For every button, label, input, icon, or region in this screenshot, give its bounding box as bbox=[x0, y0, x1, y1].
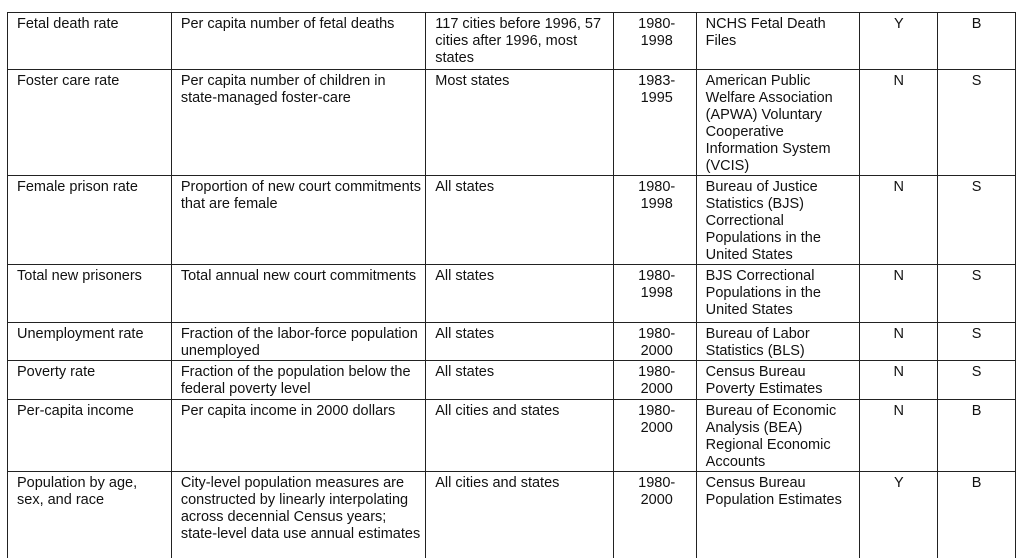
years-cell: 1980- 2000 bbox=[613, 323, 696, 361]
definition-cell: Per capita income in 2000 dollars bbox=[171, 400, 425, 472]
level-cell: S bbox=[938, 176, 1016, 265]
coverage-cell: All cities and states bbox=[426, 400, 614, 472]
flag-cell: N bbox=[860, 70, 938, 176]
flag-cell: N bbox=[860, 361, 938, 400]
coverage-cell: All states bbox=[426, 176, 614, 265]
table-row bbox=[8, 13, 1016, 70]
coverage-cell: All states bbox=[426, 265, 614, 323]
source-cell: Bureau of Labor Statistics (BLS) bbox=[696, 323, 860, 361]
measure-cell: Unemployment rate bbox=[8, 323, 172, 361]
level-cell: S bbox=[938, 323, 1016, 361]
level-cell: B bbox=[938, 400, 1016, 472]
flag-cell: Y bbox=[860, 472, 938, 558]
years-cell: 1980- 2000 bbox=[613, 472, 696, 558]
years-cell: 1980- 1998 bbox=[613, 265, 696, 323]
years-cell: 1980- 1998 bbox=[613, 13, 696, 70]
source-cell: American Public Welfare Association (APWA) Voluntary Cooperative Information System (VCIS) bbox=[696, 70, 860, 176]
table-row bbox=[8, 472, 1016, 558]
source-cell: Census Bureau Poverty Estimates bbox=[696, 361, 860, 400]
table-row bbox=[8, 70, 1016, 176]
table-row bbox=[8, 361, 1016, 400]
years-cell: 1983- 1995 bbox=[613, 70, 696, 176]
level-cell: S bbox=[938, 70, 1016, 176]
coverage-cell: 117 cities before 1996, 57 cities after 1996, most states bbox=[426, 13, 614, 70]
level-cell: B bbox=[938, 472, 1016, 558]
definition-cell: Total annual new court commitments bbox=[171, 265, 425, 323]
table-row bbox=[8, 176, 1016, 265]
level-cell: S bbox=[938, 361, 1016, 400]
flag-cell: Y bbox=[860, 13, 938, 70]
table-row bbox=[8, 323, 1016, 361]
source-cell: Census Bureau Population Estimates bbox=[696, 472, 860, 558]
table-row bbox=[8, 265, 1016, 323]
measure-cell: Population by age, sex, and race bbox=[8, 472, 172, 558]
measure-cell: Foster care rate bbox=[8, 70, 172, 176]
flag-cell: N bbox=[860, 265, 938, 323]
flag-cell: N bbox=[860, 400, 938, 472]
level-cell: B bbox=[938, 13, 1016, 70]
measure-cell: Total new prisoners bbox=[8, 265, 172, 323]
source-cell: Bureau of Justice Statistics (BJS) Correctional Populations in the United States bbox=[696, 176, 860, 265]
definition-cell: Per capita number of children in state-managed foster-care bbox=[171, 70, 425, 176]
source-cell: Bureau of Economic Analysis (BEA) Regional Economic Accounts bbox=[696, 400, 860, 472]
measure-cell: Poverty rate bbox=[8, 361, 172, 400]
flag-cell: N bbox=[860, 176, 938, 265]
table-body bbox=[8, 13, 1016, 558]
coverage-cell: All states bbox=[426, 361, 614, 400]
definition-cell: City-level population measures are constructed by linearly interpolating across decennial Census years; state-level data use annual estimates bbox=[171, 472, 425, 558]
definition-cell: Per capita number of fetal deaths bbox=[171, 13, 425, 70]
definition-cell: Proportion of new court commitments that are female bbox=[171, 176, 425, 265]
years-cell: 1980- 1998 bbox=[613, 176, 696, 265]
source-cell: NCHS Fetal Death Files bbox=[696, 13, 860, 70]
level-cell: S bbox=[938, 265, 1016, 323]
measure-cell: Female prison rate bbox=[8, 176, 172, 265]
table-row bbox=[8, 400, 1016, 472]
flag-cell: N bbox=[860, 323, 938, 361]
definition-cell: Fraction of the labor-force population unemployed bbox=[171, 323, 425, 361]
coverage-cell: All states bbox=[426, 323, 614, 361]
measure-cell: Fetal death rate bbox=[8, 13, 172, 70]
source-cell: BJS Correctional Populations in the United States bbox=[696, 265, 860, 323]
coverage-cell: Most states bbox=[426, 70, 614, 176]
years-cell: 1980- 2000 bbox=[613, 400, 696, 472]
measure-cell: Per-capita income bbox=[8, 400, 172, 472]
coverage-cell: All cities and states bbox=[426, 472, 614, 558]
definition-cell: Fraction of the population below the federal poverty level bbox=[171, 361, 425, 400]
data-sources-table bbox=[7, 12, 1016, 558]
years-cell: 1980- 2000 bbox=[613, 361, 696, 400]
